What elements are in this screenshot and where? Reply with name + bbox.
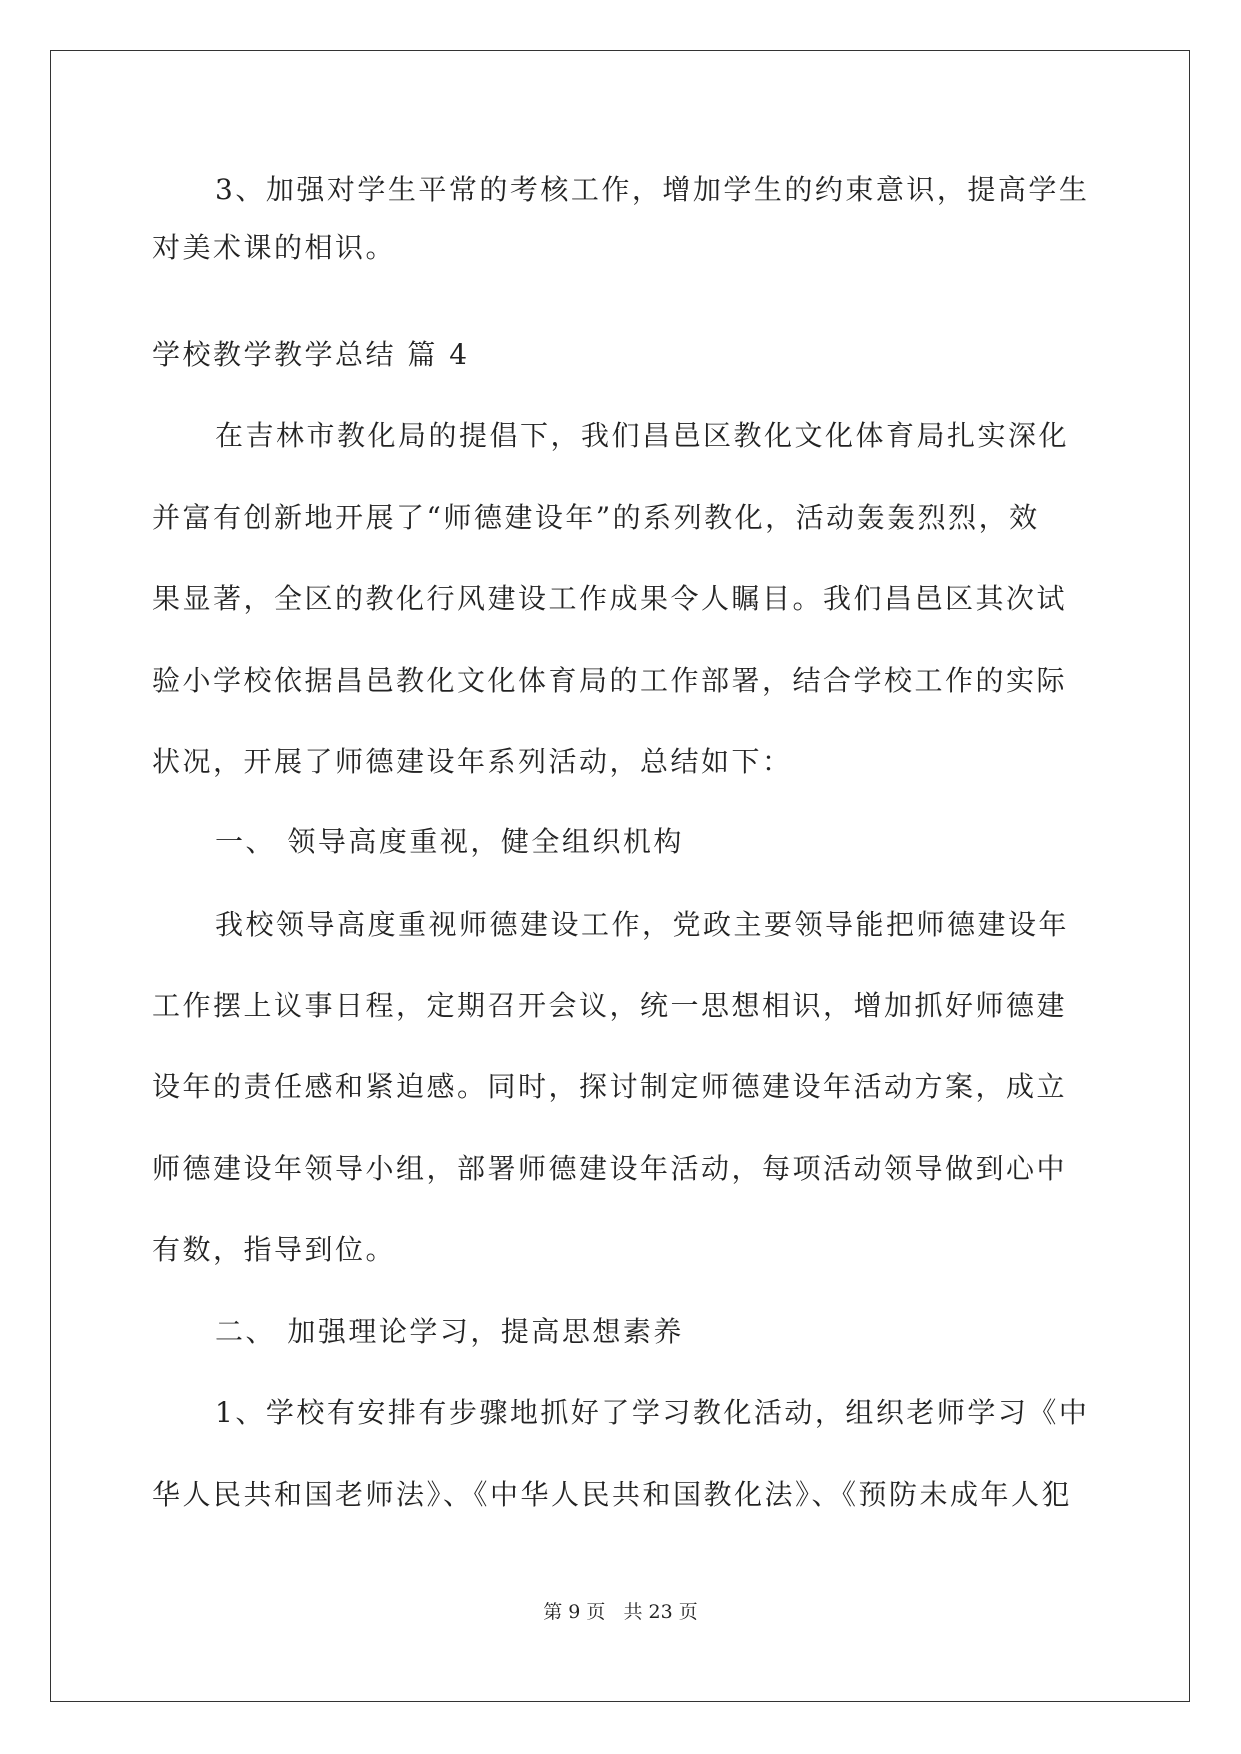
paragraph-line: 有数，指导到位。 — [152, 1233, 397, 1266]
paragraph-line: 1、学校有安排有步骤地抓好了学习教化活动，组织老师学习《中 — [215, 1396, 1090, 1429]
page-border — [50, 50, 1190, 1702]
paragraph-line: 工作摆上议事日程，定期召开会议，统一思想相识，增加抓好师德建 — [152, 989, 1068, 1022]
paragraph-line: 验小学校依据昌邑教化文化体育局的工作部署，结合学校工作的实际 — [152, 664, 1068, 697]
section-heading: 学校教学教学总结 篇 4 — [152, 338, 470, 371]
paragraph-line: 果显著，全区的教化行风建设工作成果令人瞩目。我们昌邑区其次试 — [152, 582, 1068, 615]
paragraph-line: 师德建设年领导小组，部署师德建设年活动，每项活动领导做到心中 — [152, 1152, 1068, 1185]
paragraph-line: 在吉林市教化局的提倡下，我们昌邑区教化文化体育局扎实深化 — [215, 419, 1070, 452]
paragraph-line: 并富有创新地开展了“师德建设年”的系列教化，活动轰轰烈烈，效 — [152, 501, 1040, 534]
subsection-heading: 二、 加强理论学习，提高思想素养 — [215, 1315, 684, 1348]
paragraph-line: 对美术课的相识。 — [152, 231, 397, 264]
paragraph-line: 设年的责任感和紧迫感。同时，探讨制定师德建设年活动方案，成立 — [152, 1070, 1068, 1103]
paragraph-line: 我校领导高度重视师德建设工作，党政主要领导能把师德建设年 — [215, 908, 1070, 941]
paragraph-line: 3、加强对学生平常的考核工作，增加学生的约束意识，提高学生 — [215, 173, 1090, 206]
page-footer: 第 9 页 共 23 页 — [543, 1601, 698, 1623]
paragraph-line: 华人民共和国老师法》、《中华人民共和国教化法》、《预防未成年人犯 — [152, 1478, 1073, 1511]
paragraph-line: 状况，开展了师德建设年系列活动，总结如下： — [152, 745, 793, 778]
subsection-heading: 一、 领导高度重视，健全组织机构 — [215, 825, 684, 858]
